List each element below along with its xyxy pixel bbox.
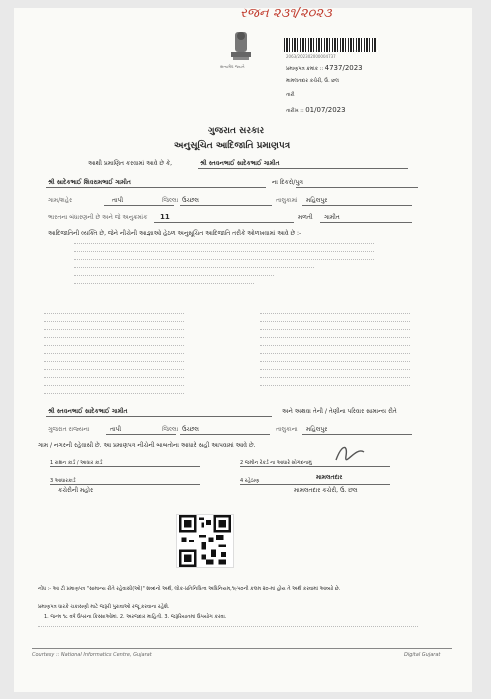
footer-right: Digital Gujarat	[404, 652, 441, 658]
handwritten-reference: રજન ૨૩૧/૨૦૨૩	[240, 6, 332, 21]
notice-text: આદિજાતિની વ્યક્તિ છે, જેને નીચેની આજ્ઞાઓ હેઠળ અનુસૂચિત આદિજાતિ તરીકે ઓળખવામાં આવે છે :-	[48, 230, 302, 237]
signature-office: મામલતદાર કચેરી, ઉ. છલ	[294, 487, 358, 494]
relation: ના દિકરો/પુત્ર	[272, 179, 304, 186]
taluka-label: તારી	[286, 92, 295, 98]
taluka-label2: તાલુકામાં	[276, 197, 298, 204]
certificate-page	[14, 8, 472, 692]
signature-title: મામલતદાર	[316, 474, 343, 481]
intro-text: આથી પ્રમાણિત કરવામાં આવે છે કે,	[88, 160, 173, 167]
basis-item: 2 જમીન રેકર્ડ ના આધારે સોગંદનામું	[240, 460, 312, 466]
date-label: તારીખ ::	[286, 108, 304, 114]
taluka: મહિલપુર	[306, 197, 328, 204]
office-seal-label: કચેરીની મહોર	[58, 487, 94, 494]
district: ઉચ્છલ	[182, 197, 199, 204]
rule-text: ભારતના બંધારણની છે અને જે અનુક્રમાંક	[48, 214, 148, 221]
basis-item: 1 રાશન કાર્ડ / આધાર કાર્ડ	[50, 460, 103, 466]
note-2: પ્રમાણપત્ર ધારકે ચકાસણી માટે જરૂરી પુરાવાઓ રજૂ કરવાના રહેશે.	[38, 604, 170, 610]
national-emblem-icon	[228, 30, 254, 64]
village: તાપી	[112, 197, 124, 204]
basis-item: 4 રહેઠાણ	[240, 478, 260, 484]
certificate-no-row	[286, 64, 363, 72]
second-taluka: મહિલપુર	[306, 426, 328, 433]
tribe-suffix: મળતી	[298, 214, 313, 221]
place: તાપી	[110, 426, 122, 433]
qr-code-icon	[176, 514, 234, 568]
tribe: ગામીત	[324, 214, 340, 221]
basis-item: 3 આધારકાર્ડ	[50, 478, 76, 484]
serial-no: 11	[160, 213, 170, 221]
applicant-name: શ્રી સ્તવનભાઈ સાદેકભાઈ ગામીત	[200, 160, 280, 167]
second-district-label: જિલ્લા	[162, 426, 179, 433]
basis-intro: ગામ / નગરની રહેવાસી છે. આ પ્રમાણપત્ર નીચેની બાબતોના આધારે સહી આપવામાં આવે છે.	[38, 442, 256, 449]
note-3: 1. જન્મ ૧૮ વર્ષ ઉપરના કિસ્સાઓમાં. 2. અરજદાર માહિતી. 3. જરૂરિયાતમાં ઉપયોગ કરવા.	[44, 614, 227, 620]
certificate-title: અનુસૂચિત આદિજાતિ પ્રમાણપત્ર	[174, 141, 291, 151]
place-label: ગુજરાત રાજ્યના	[48, 426, 90, 433]
date-row	[286, 106, 346, 114]
footer-left: Courtesy :: National Informatics Centre, Gujarat	[32, 652, 152, 658]
date-value: 01/07/2023	[305, 106, 346, 114]
barcode-number: 2063/202302000004737	[286, 54, 336, 59]
village-label: ગામ/શહેર	[48, 197, 73, 204]
emblem-caption: સત્યમેવ જયતે	[220, 64, 245, 69]
mamlatdar-signature-icon	[334, 442, 368, 464]
second-suffix: અને અથવા તેની / તેણીના પરિવાર સામાન્ય રીતે	[282, 408, 397, 415]
note-1: નોંધ :- આ ટી પ્રમાણપત્ર "સામાન્ય રીતે રહેવાસી(ઓ)" શબ્દનો અર્થ, લોક-પ્રતિનિધિત્વ અધિનિયમ,૧૯૫૦ની કલમ ૨૦-માં હોય તે અર્થ કરવામાં આવ્યો છે.	[38, 586, 341, 592]
certificate-no-label: પ્રમાણપત્ર ક્રમાંક ::	[286, 66, 324, 72]
barcode	[284, 38, 376, 52]
district-label: જિલ્લા	[162, 197, 179, 204]
parent-name: શ્રી સાદેકભાઈ શિવરામભાઈ ગામીત	[48, 179, 131, 186]
second-name: શ્રી સ્તવનભાઈ સાદેકભાઈ ગામીત	[48, 408, 128, 415]
state-heading: ગુજરાત સરકાર	[208, 126, 265, 136]
second-taluka-label: તાલુકાના	[276, 426, 298, 433]
office-label: મામલતદાર કચેરી, ઉ. છલ	[286, 78, 339, 84]
certificate-no: 4737/2023	[324, 64, 363, 72]
second-district: ઉચ્છલ	[182, 426, 199, 433]
